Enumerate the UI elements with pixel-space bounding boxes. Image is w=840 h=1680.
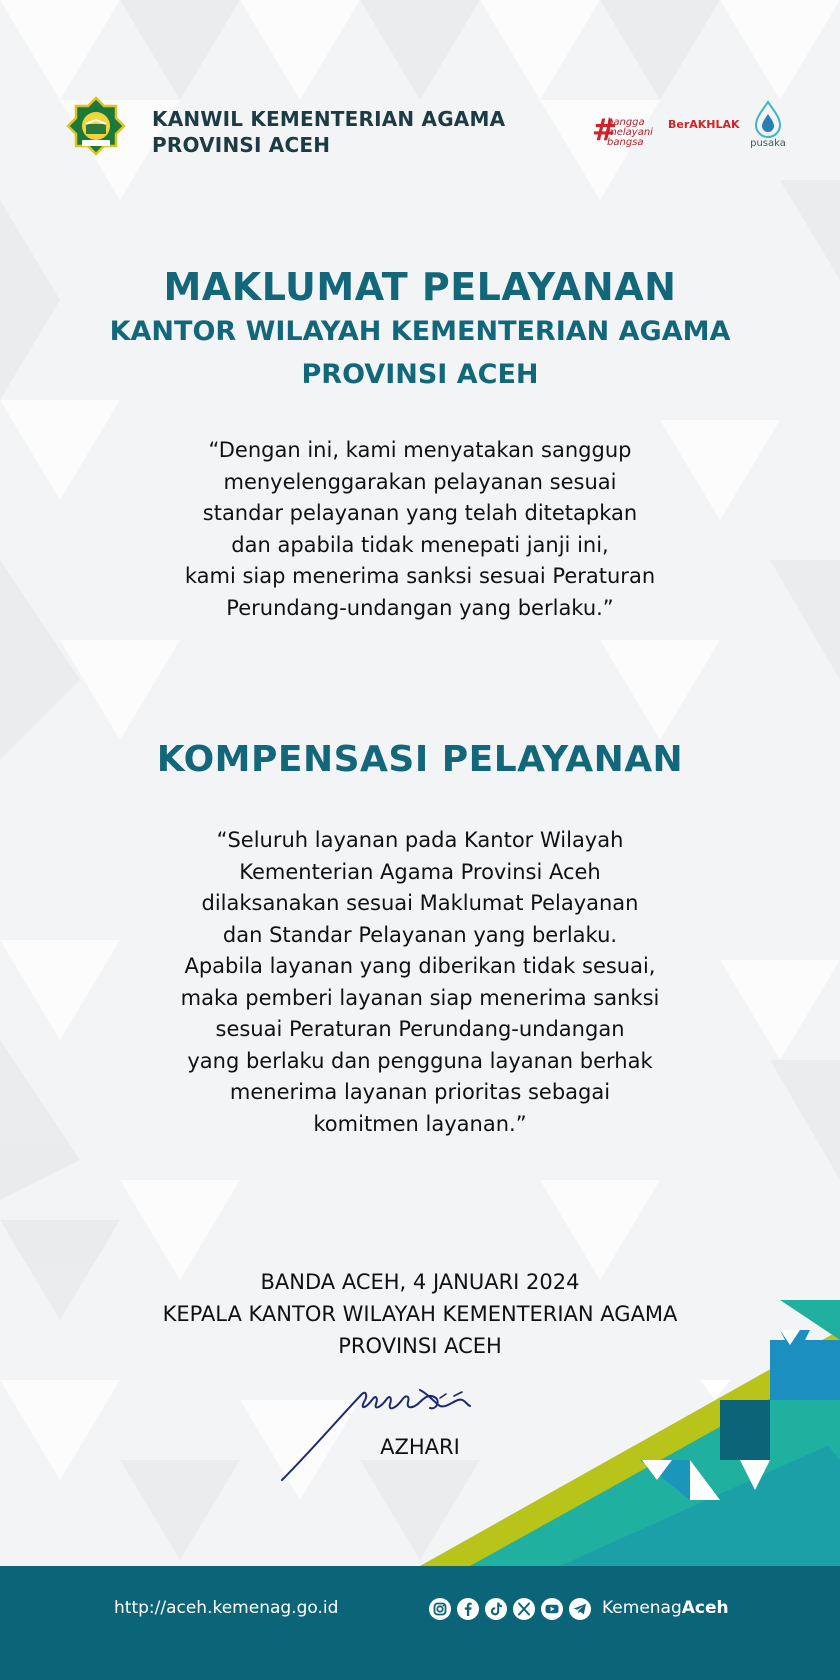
handwritten-signature (270, 1372, 510, 1484)
facebook-icon[interactable] (456, 1597, 480, 1621)
kompensasi-line: menerima layanan prioritas sebagai (229, 1080, 611, 1104)
pusaka-text: pusaka (750, 138, 786, 149)
kompensasi-line: maka pemberi layanan siap menerima sanksi (180, 985, 660, 1010)
kompensasi-line: komitmen layanan.” (313, 1111, 527, 1136)
pusaka-logo (744, 100, 792, 150)
maklumat-line: kami siap menerima sanksi sesuai Peraturan (184, 564, 656, 588)
x-icon[interactable] (512, 1597, 536, 1621)
social-icons (428, 1597, 592, 1621)
kompensasi-line: Kementerian Agama Provinsi Aceh (239, 859, 601, 884)
kemenag-logo (64, 96, 128, 160)
kompensasi-line: yang berlaku dan pengguna layanan berhak (187, 1048, 653, 1073)
social-handle[interactable]: KemenagAceh (602, 1598, 729, 1618)
maklumat-line: menyelenggarakan pelayanan sesuai (223, 469, 617, 494)
place-date: BANDA ACEH, 4 JANUARI 2024 (260, 1270, 580, 1294)
kompensasi-title: KOMPENSASI PELAYANAN (156, 739, 684, 780)
maklumat-line: “Dengan ini, kami menyatakan sanggup (208, 438, 632, 462)
maklumat-title: MAKLUMAT PELAYANAN (163, 265, 677, 309)
maklumat-subtitle-line1: KANTOR WILAYAH KEMENTERIAN AGAMA (109, 316, 731, 347)
instagram-icon[interactable] (428, 1597, 452, 1621)
tiktok-icon[interactable] (484, 1597, 508, 1621)
brand-logos (592, 100, 792, 164)
footer-bar (0, 1566, 840, 1680)
telegram-icon[interactable] (568, 1597, 592, 1621)
kompensasi-line: sesuai Peraturan Perundang-undangan (215, 1017, 625, 1041)
kompensasi-line: Apabila layanan yang diberikan tidak sesuai, (184, 954, 656, 978)
youtube-icon[interactable] (540, 1597, 564, 1621)
signer-name: AZHARI (380, 1435, 460, 1459)
maklumat-line: standar pelayanan yang telah ditetapkan (202, 501, 638, 525)
website-link[interactable]: http://aceh.kemenag.go.id (114, 1598, 339, 1618)
berakhlak-logo (668, 118, 740, 136)
bangga-melayani-bangsa-logo: # bangga melayani bangsa (592, 113, 653, 148)
org-name-line1: KANWIL KEMENTERIAN AGAMA (152, 107, 506, 131)
kompensasi-statement (100, 825, 740, 1140)
org-name (152, 106, 552, 158)
maklumat-statement (100, 435, 740, 624)
kompensasi-line: dilaksanakan sesuai Maklumat Pelayanan (201, 891, 639, 915)
kompensasi-line: “Seluruh layanan pada Kantor Wilayah (216, 828, 624, 852)
maklumat-line: Perundang-undangan yang berlaku.” (226, 595, 614, 620)
position-line1: KEPALA KANTOR WILAYAH KEMENTERIAN AGAMA (162, 1302, 678, 1326)
pusaka-drop-icon (753, 100, 783, 138)
kompensasi-line: dan Standar Pelayanan yang berlaku. (222, 922, 618, 947)
maklumat-subtitle-line2: PROVINSI ACEH (301, 359, 539, 390)
maklumat-line: dan apabila tidak menepati janji ini, (231, 532, 609, 557)
signature-block (0, 1266, 840, 1362)
position-line2: PROVINSI ACEH (338, 1334, 502, 1358)
org-name-line2: PROVINSI ACEH (152, 133, 331, 157)
berakhlak-text: BerAKHLAK (668, 118, 740, 131)
